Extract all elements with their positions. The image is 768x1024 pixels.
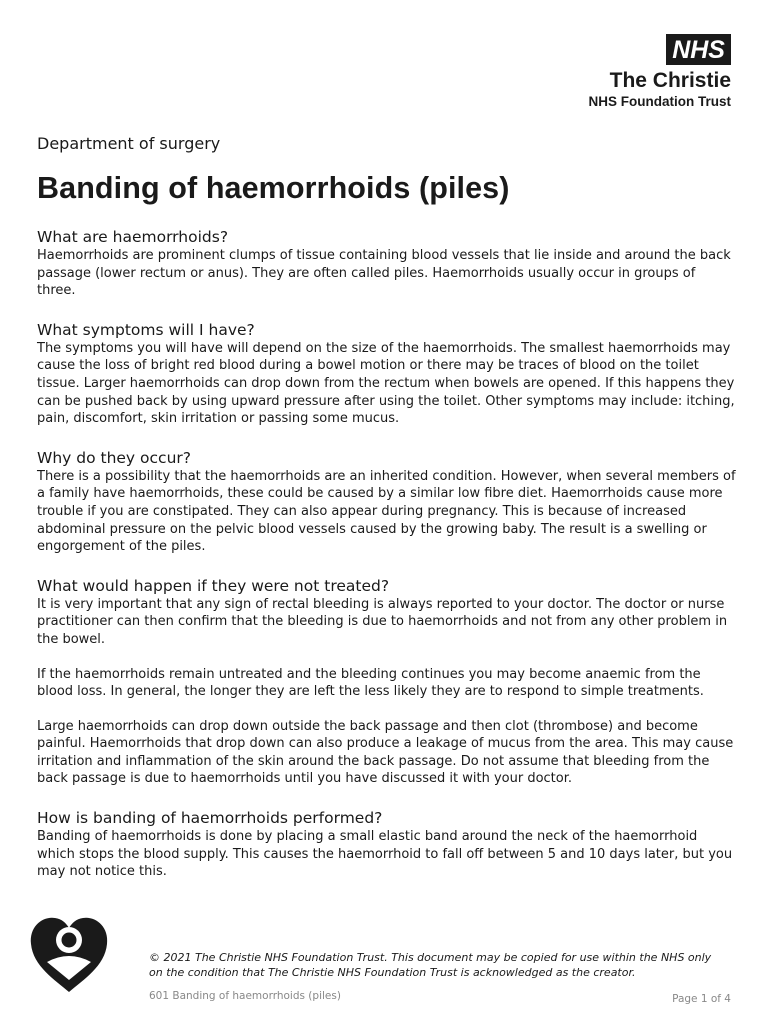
document-reference: 601 Banding of haemorrhoids (piles): [149, 990, 341, 1002]
section-not-treated: [37, 576, 737, 788]
document-body: [37, 133, 737, 881]
section-paragraph: There is a possibility that the haemorrhoids are an inherited condition. However, when several members of a family have haemorrhoids, these could be caused by a similar low fibre diet. Haemorrhoids cause more trouble if you are constipated. They can also appear during pregnancy. This is because of increased abdominal pressure on the pelvic blood vessels caused by the growing baby. The result is a swelling or engorgement of the piles.: [37, 468, 736, 555]
section-paragraph: Banding of haemorrhoids is done by placing a small elastic band around the neck of the haemorrhoid which stops the blood supply. This causes the haemorrhoid to fall off between 5 and 10 days later, but you may not notice this.: [37, 829, 733, 880]
organisation-name: The Christie: [609, 69, 731, 92]
page-number: Page 1 of 4: [672, 993, 731, 1005]
section-paragraph: The symptoms you will have will depend on the size of the haemorrhoids. The smallest haemorrhoids may cause the loss of bright red blood during a bowel motion or there may be traces of blood on the toilet tissue. Larger haemorrhoids can drop down from the rectum when bowels are opened. If this happens they can be pushed back by using upward pressure after using the toilet. Other symptoms may include: itching, pain, discomfort, skin irritation or passing some mucus.: [37, 340, 735, 427]
section-what-are-haemorrhoids: [37, 227, 737, 300]
section-symptoms: [37, 320, 737, 428]
christie-heart-logo-icon: [29, 916, 109, 992]
page-title: Banding of haemorrhoids (piles): [37, 171, 510, 205]
section-why-occur: [37, 448, 737, 556]
nhs-logo: NHS: [666, 34, 731, 65]
section-heading: What symptoms will I have?: [37, 320, 255, 339]
section-paragraph: Large haemorrhoids can drop down outside the back passage and then clot (thrombose) and become painful. Haemorrhoids that drop down can also produce a leakage of mucus from the area. This may cause irritation and inflammation of the skin around the back passage. Do not assume that bleeding from the back passage is due to haemorrhoids until you have discussed it with your doctor.: [37, 718, 734, 787]
copyright-notice: [149, 950, 739, 980]
copyright-line-1: © 2021 The Christie NHS Foundation Trust. This document may be copied for use within the NHS only: [149, 951, 712, 964]
section-heading: Why do they occur?: [37, 448, 191, 467]
section-banding-performed: [37, 808, 737, 881]
department-label: Department of surgery: [37, 134, 221, 153]
section-paragraph: Haemorrhoids are prominent clumps of tissue containing blood vessels that lie inside and around the back passage (lower rectum or anus). They are often called piles. Haemorrhoids usually occur in groups of three.: [37, 248, 731, 299]
copyright-line-2: on the condition that The Christie NHS Foundation Trust is acknowledged as the creator.: [149, 966, 636, 979]
section-paragraph: If the haemorrhoids remain untreated and the bleeding continues you may become anaemic from the blood loss. In general, the longer they are left the less likely they are to respond to simple treatments.: [37, 666, 704, 700]
section-heading: What would happen if they were not treated?: [37, 576, 390, 595]
section-paragraph: It is very important that any sign of rectal bleeding is always reported to your doctor. The doctor or nurse practitioner can then confirm that the bleeding is due to haemorrhoids and not from any other problem in the bowel.: [37, 596, 728, 647]
section-heading: What are haemorrhoids?: [37, 228, 229, 246]
section-heading: How is banding of haemorrhoids performed?: [37, 809, 383, 828]
header-logo-block: [589, 34, 732, 111]
trust-name: NHS Foundation Trust: [588, 94, 731, 109]
